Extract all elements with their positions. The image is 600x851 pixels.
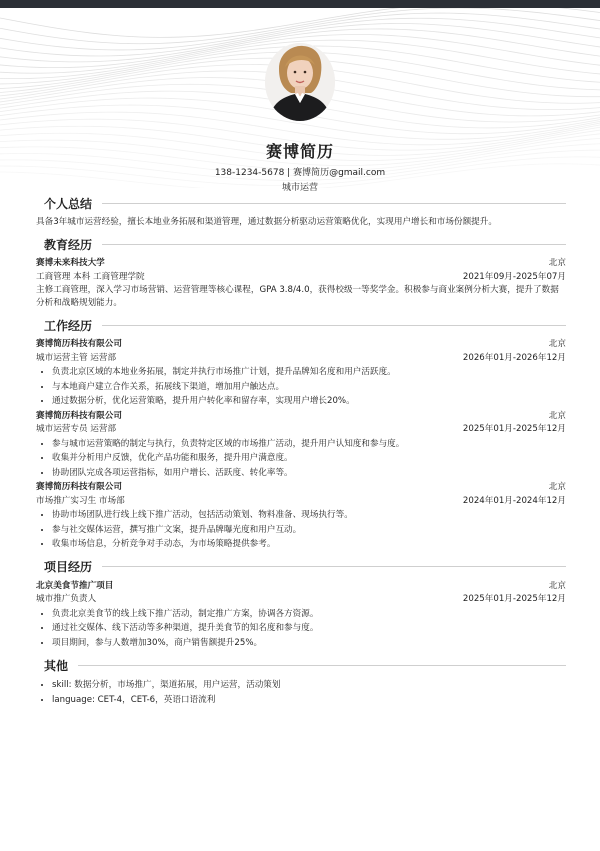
- job-position: 城市运营主管 运营部: [36, 352, 117, 363]
- project-location: 北京: [548, 580, 566, 591]
- job-entry: [36, 338, 566, 409]
- job-location: 北京: [548, 482, 566, 492]
- company-name: 赛博简历科技有限公司: [36, 410, 122, 421]
- section-summary: [36, 194, 566, 229]
- skills-item: • skill: 数据分析，市场推广，渠道拓展，用户运营，活动策划: [52, 678, 566, 693]
- job-dates: 2024年01月-2024年12月: [462, 495, 566, 506]
- education-description: 主修工商管理，深入学习市场营销、运营管理等核心课程，GPA 3.8/4.0，获得校级一等奖学金。积极参与商业案例分析大赛，提升了数据分析和战略规划能力。: [36, 285, 559, 308]
- job-bullet: • 通过数据分析，优化运营策略，提升用户转化率和留存率，实现用户增长20%。: [52, 394, 566, 409]
- resume-body: [36, 194, 566, 713]
- company-name: 赛博简历科技有限公司: [36, 339, 122, 349]
- resume-header: [0, 142, 600, 194]
- section-title: 项目经历: [36, 558, 566, 576]
- degree: 工商管理 本科 工商管理学院: [36, 271, 145, 282]
- section-education: [36, 235, 566, 310]
- divider: [102, 325, 566, 326]
- job-bullet: • 协助市场团队进行线上线下推广活动，包括活动策划、物料准备、现场执行等。: [52, 508, 566, 523]
- job-entry: [36, 410, 566, 481]
- contact-info: 138-1234-5678 | 赛博简历@gmail.com: [214, 168, 386, 178]
- section-title: 工作经历: [36, 316, 566, 334]
- education-details: [36, 271, 566, 285]
- divider: [102, 566, 566, 567]
- project-dates: 2025年01月-2025年12月: [462, 594, 566, 604]
- job-position: 城市运营专员 运营部: [36, 424, 117, 434]
- project-entry: [36, 580, 566, 651]
- job-position: 市场推广实习生 市场部: [36, 495, 125, 506]
- job-bullet: • 收集并分析用户反馈，优化产品功能和服务，提升用户满意度。: [52, 451, 566, 466]
- job-bullet: • 负责北京区域的本地业务拓展，制定并执行市场推广计划，提升品牌知名度和用户活跃度。: [52, 365, 566, 380]
- section-title: 个人总结: [36, 194, 566, 212]
- job-location: 北京: [548, 339, 566, 349]
- school-name: 赛博未来科技大学: [36, 258, 105, 268]
- target-role: 城市运营: [281, 183, 318, 193]
- divider: [102, 203, 566, 204]
- job-dates: 2026年01月-2026年12月: [462, 352, 566, 363]
- section-other: [36, 656, 566, 707]
- job-dates: 2025年01月-2025年12月: [462, 424, 566, 434]
- divider: [102, 244, 566, 245]
- project-role: 城市推广负责人: [36, 594, 97, 604]
- project-bullet: • 通过社交媒体、线下活动等多种渠道，提升美食节的知名度和参与度。: [52, 621, 566, 636]
- project-name: 北京美食节推广项目: [36, 580, 114, 591]
- company-name: 赛博简历科技有限公司: [36, 482, 122, 492]
- education-header: [36, 257, 566, 271]
- job-bullet: • 参与社交媒体运营，撰写推广文案，提升品牌曝光度和用户互动。: [52, 523, 566, 538]
- school-location: 北京: [548, 258, 566, 268]
- section-title: 教育经历: [36, 235, 566, 253]
- job-bullet: • 收集市场信息，分析竞争对手动态，为市场策略提供参考。: [52, 537, 566, 552]
- project-bullet: • 项目期间，参与人数增加30%，商户销售额提升25%。: [52, 636, 566, 651]
- wave-line: [0, 8, 600, 44]
- top-bar: [0, 0, 600, 8]
- education-dates: 2021年09月-2025年07月: [462, 271, 566, 282]
- section-work: [36, 316, 566, 552]
- divider: [78, 665, 566, 666]
- avatar: [265, 43, 335, 121]
- candidate-name: 赛博简历: [265, 142, 334, 161]
- job-entry: [36, 481, 566, 552]
- summary-text: 具备3年城市运营经验，擅长本地业务拓展和渠道管理，通过数据分析驱动运营策略优化，实现用户增长和市场份额提升。: [36, 217, 497, 227]
- job-location: 北京: [548, 410, 566, 421]
- project-bullet: • 负责北京美食节的线上线下推广活动，制定推广方案，协调各方资源。: [52, 607, 566, 622]
- language-item: • language: CET-4，CET-6，英语口语流利: [52, 693, 566, 708]
- job-bullet: • 参与城市运营策略的制定与执行，负责特定区域的市场推广活动，提升用户认知度和参与度。: [52, 437, 566, 452]
- job-bullet: • 协助团队完成各项运营指标，如用户增长、活跃度、转化率等。: [52, 466, 566, 481]
- section-projects: [36, 558, 566, 651]
- job-bullet: • 与本地商户建立合作关系，拓展线下渠道，增加用户触达点。: [52, 380, 566, 395]
- section-title: 其他: [36, 656, 566, 674]
